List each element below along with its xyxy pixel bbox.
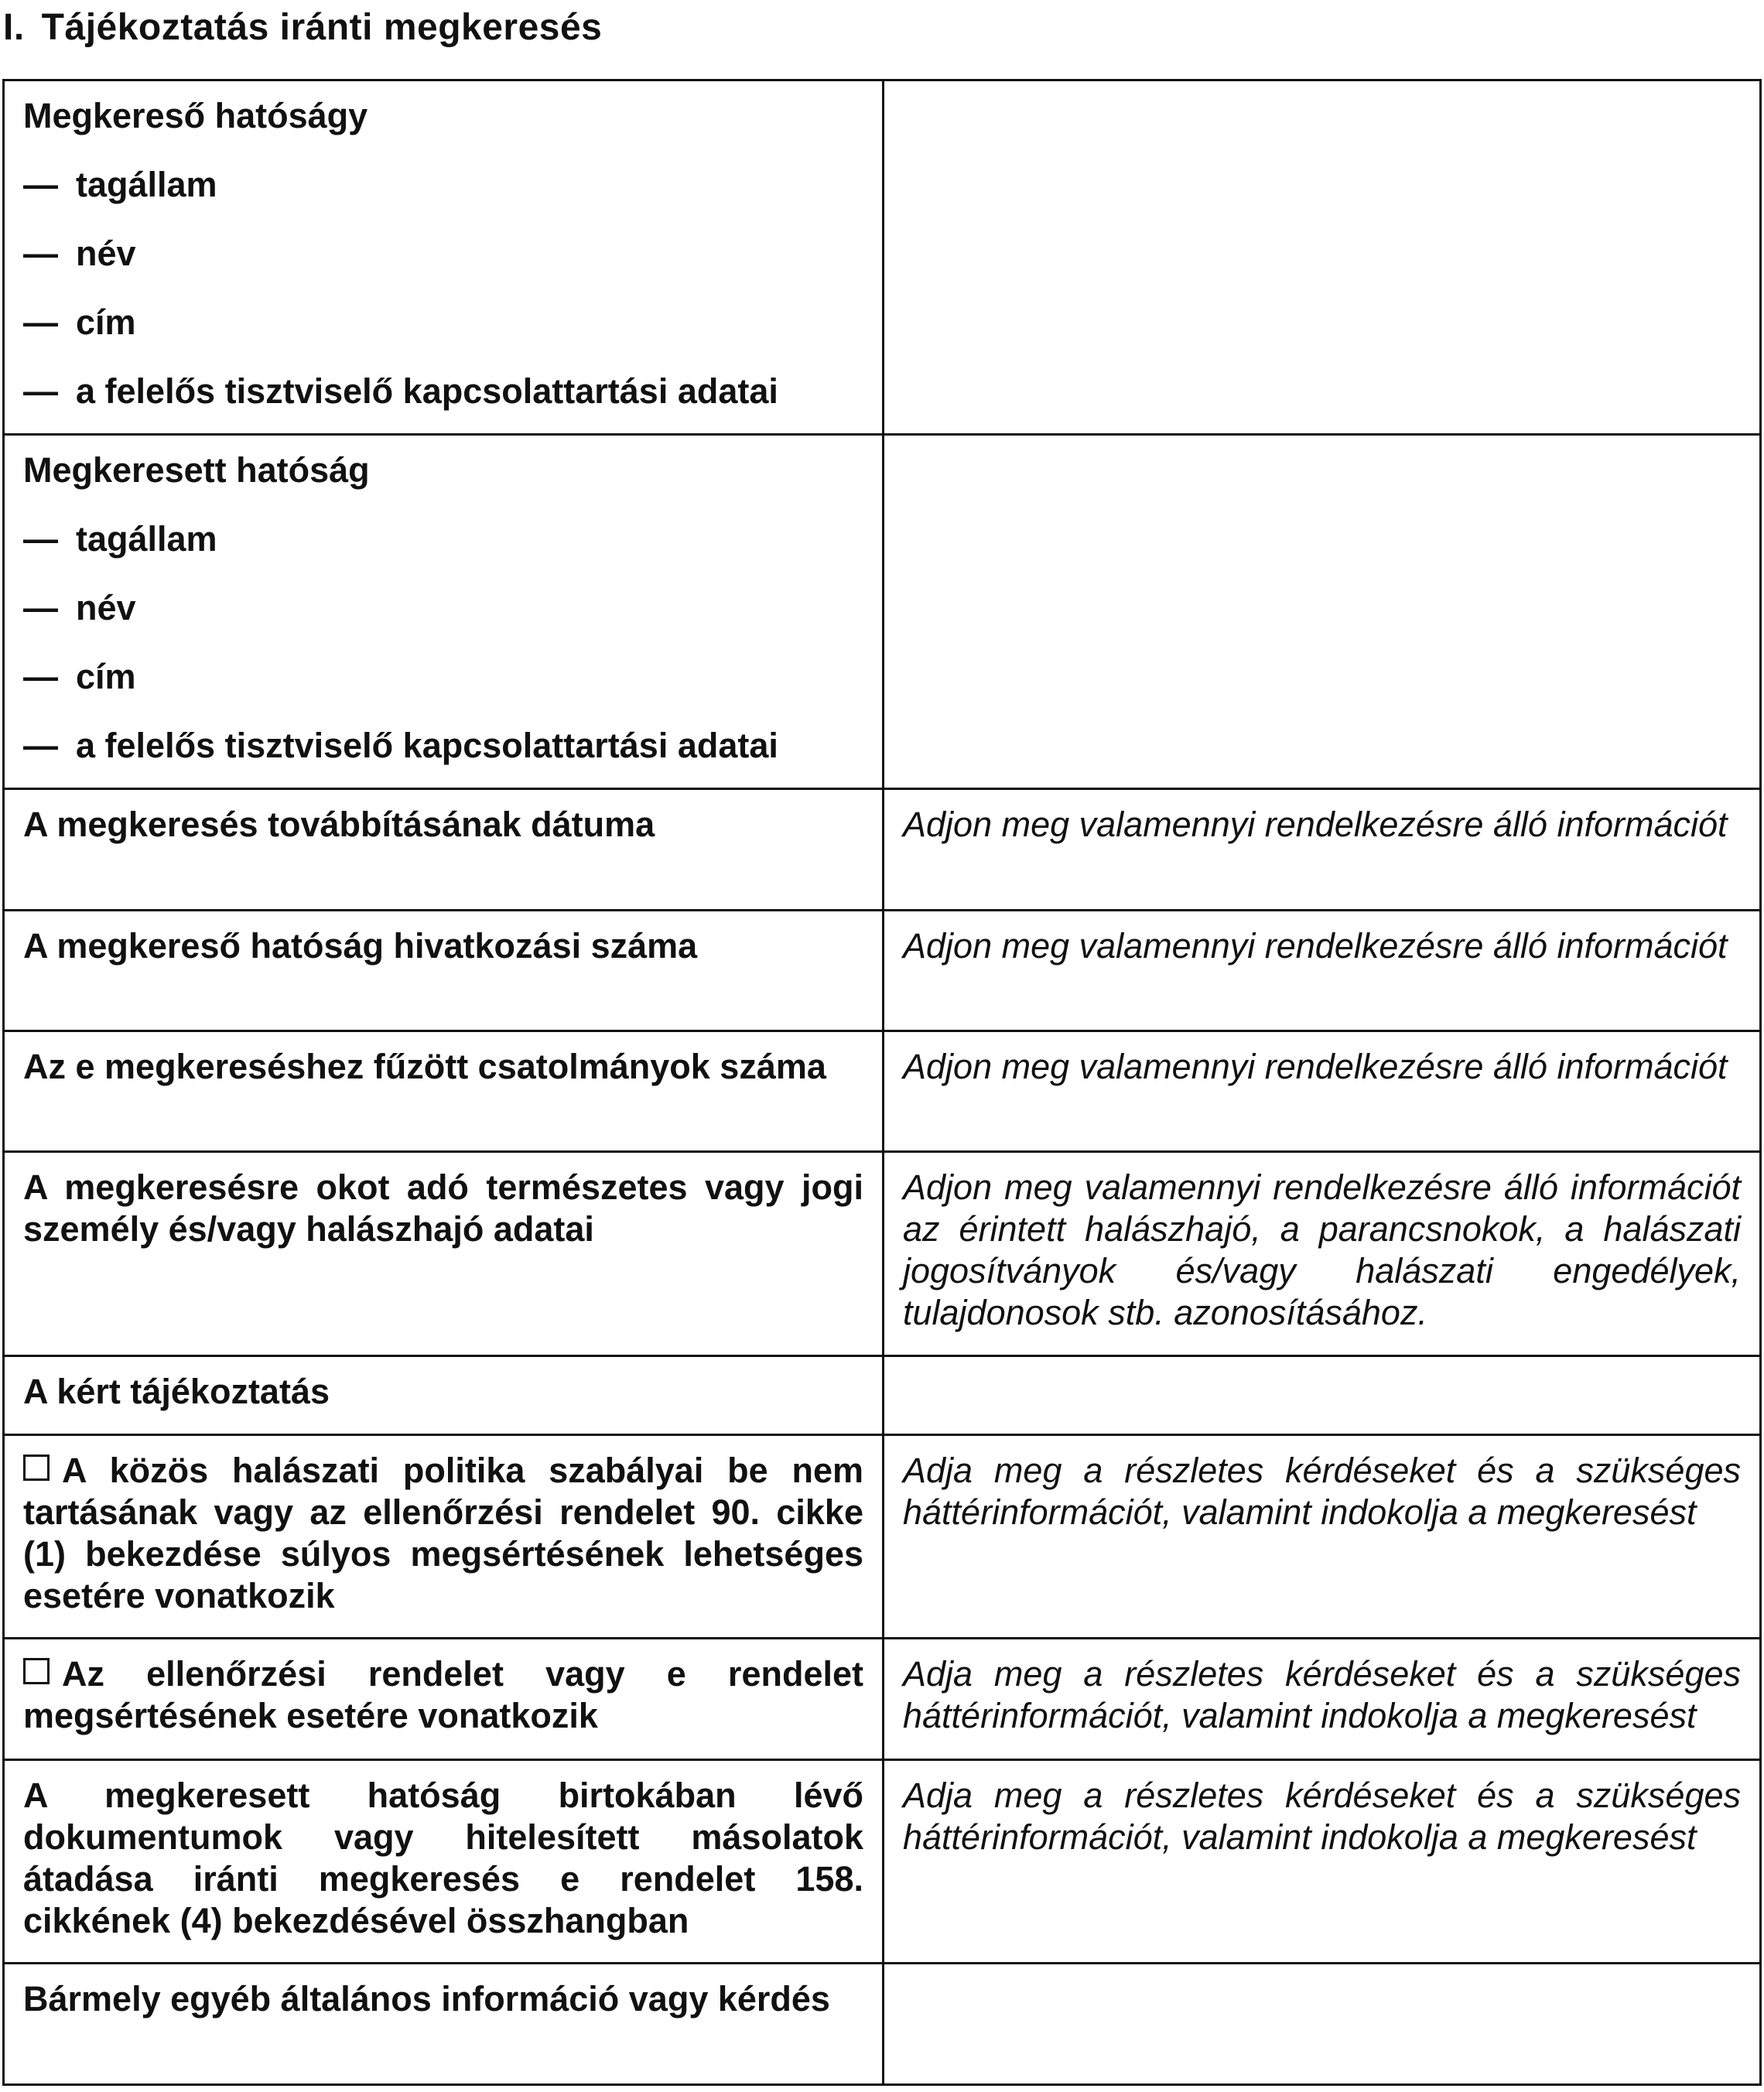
row-label: Bármely egyéb általános információ vagy kérdés	[4, 1964, 884, 2085]
row-label: A megkeresett hatóság birtokában lévő dokumentumok vagy hitelesített másolatok átadása iránti megkeresés e rendelet 158. cikkének (4) bekezdésével összhangban	[4, 1760, 884, 1964]
list-item: — név	[23, 588, 136, 627]
list-item: — név	[23, 234, 136, 273]
value-cell[interactable]	[884, 80, 1761, 435]
row-label: A megkereső hatóság hivatkozási száma	[4, 911, 884, 1031]
table-row	[4, 911, 1761, 1031]
value-cell[interactable]	[884, 435, 1761, 789]
instruction-cell: Adja meg a részletes kérdéseket és a szükséges háttérinformációt, valamint indokolja a megkeresést	[884, 1639, 1761, 1760]
value-cell[interactable]	[884, 1356, 1761, 1435]
list-item: — tagállam	[23, 519, 217, 559]
value-cell[interactable]	[884, 1964, 1761, 2085]
instruction-cell: Adjon meg valamennyi rendelkezésre álló információt	[884, 911, 1761, 1031]
section-heading	[3, 6, 602, 49]
dash-icon: —	[23, 588, 58, 627]
option-cell	[4, 1435, 884, 1639]
table-row	[4, 789, 1761, 911]
list-item: — cím	[23, 303, 136, 342]
section-title: Tájékoztatás iránti megkeresés	[41, 7, 603, 48]
table-row	[4, 1031, 1761, 1152]
dash-icon: —	[23, 165, 58, 204]
dash-icon: —	[23, 371, 58, 411]
checkbox[interactable]	[23, 1454, 50, 1481]
row-label: Az e megkereséshez fűzött csatolmányok száma	[4, 1031, 884, 1152]
table-row	[4, 80, 1761, 435]
dash-icon: —	[23, 726, 58, 765]
table-row	[4, 1152, 1761, 1356]
checkbox-label: Az ellenőrzési rendelet vagy e rendelet megsértésének esetére vonatkozik	[23, 1654, 863, 1735]
row-label: A kért tájékoztatás	[4, 1356, 884, 1435]
list-item: — cím	[23, 657, 136, 696]
dash-icon: —	[23, 519, 58, 559]
instruction-cell: Adjon meg valamennyi rendelkezésre álló információt	[884, 789, 1761, 911]
requested-authority-cell	[4, 435, 884, 789]
table-row	[4, 1435, 1761, 1639]
list-item: — a felelős tisztviselő kapcsolattartási adatai	[23, 726, 778, 765]
request-form-table	[2, 79, 1762, 2086]
table-row	[4, 1760, 1761, 1964]
checkbox[interactable]	[23, 1658, 50, 1684]
instruction-cell: Adjon meg valamennyi rendelkezésre álló információt	[884, 1031, 1761, 1152]
instruction-cell: Adjon meg valamennyi rendelkezésre álló információt az érintett halászhajó, a parancsnokok, a halászati jogosítványok és/vagy halászati engedélyek, tulajdonosok stb. azonosításához.	[884, 1152, 1761, 1356]
requesting-authority-cell	[4, 80, 884, 435]
table-row	[4, 435, 1761, 789]
dash-icon: —	[23, 234, 58, 273]
table-row	[4, 1639, 1761, 1760]
row-label: A megkeresés továbbításának dátuma	[4, 789, 884, 911]
checkbox-label: A közös halászati politika szabályai be nem tartásának vagy az ellenőrzési rendelet 90. cikke (1) bekezdése súlyos megsértésének lehetséges esetére vonatkozik	[23, 1451, 863, 1615]
dash-icon: —	[23, 657, 58, 696]
table-row	[4, 1964, 1761, 2085]
section-number: I.	[3, 7, 25, 48]
instruction-cell: Adja meg a részletes kérdéseket és a szükséges háttérinformációt, valamint indokolja a megkeresést	[884, 1435, 1761, 1639]
row-label: A megkeresésre okot adó természetes vagy jogi személy és/vagy halászhajó adatai	[4, 1152, 884, 1356]
list-item: — tagállam	[23, 165, 217, 204]
row-label: Megkereső hatóságy	[23, 96, 368, 135]
row-label: Megkeresett hatóság	[23, 450, 370, 490]
dash-icon: —	[23, 303, 58, 342]
option-cell	[4, 1639, 884, 1760]
table-row	[4, 1356, 1761, 1435]
list-item: — a felelős tisztviselő kapcsolattartási adatai	[23, 371, 778, 411]
instruction-cell: Adja meg a részletes kérdéseket és a szükséges háttérinformációt, valamint indokolja a megkeresést	[884, 1760, 1761, 1964]
